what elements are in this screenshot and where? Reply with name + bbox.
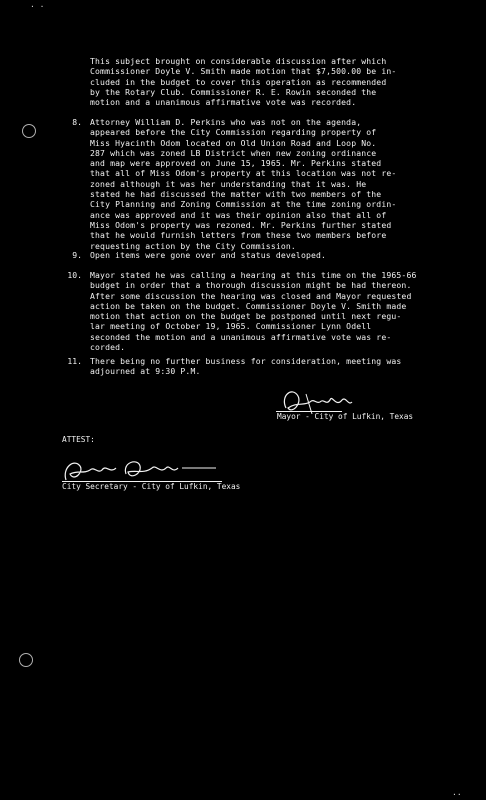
item-9-paragraph: Open items were gone over and status developed. <box>90 250 327 260</box>
scan-speck: · · <box>30 2 45 11</box>
item-number: 9. <box>72 250 82 260</box>
mayor-caption: Mayor - City of Lufkin, Texas <box>277 412 414 421</box>
attest-label: ATTEST: <box>62 435 95 444</box>
punch-hole-bottom <box>19 653 33 667</box>
item-number: 10. <box>67 270 82 280</box>
item-number: 8. <box>72 117 82 127</box>
item-8-paragraph: Attorney William D. Perkins who was not on the agenda, appeared before the City Commission regarding property of Miss Hyacinth Odom located on Old Union Road and Loop No. 287 which was zoned LB District when new zoning ordinance and map were approved on June 15, 1965. Mr. Perkins stated that all of Miss Odom's property at this location was not re- zoned although it was her understanding that it was. He stated he had discussed the matter with two members of the City Planning and Zoning Commission at the time zoning ordin- ance was approved and it was their opinion also that all of Miss Odom's property was rezoned. Mr. Perkins further stated that he would furnish letters from these two members before requesting action by the City Commission. <box>90 117 397 251</box>
punch-hole-top <box>22 124 36 138</box>
item-11-paragraph: There being no further business for consideration, meeting was adjourned at 9:30 P.M. <box>90 356 402 377</box>
item-10-paragraph: Mayor stated he was calling a hearing at this time on the 1965-66 budget in order that a thorough discussion might be had thereon. After some discussion the hearing was closed and Mayor requested action be taken on the budget. Commissioner Doyle V. Smith made motion that action on the budget be postponed until next regu- lar meeting of October 19, 1965. Commissioner Lynn Odell seconded the motion and a unanimous affirmative vote was re- corded. <box>90 270 417 353</box>
scan-speck: ·· <box>452 790 462 799</box>
city-secretary-caption: City Secretary - City of Lufkin, Texas <box>62 482 241 491</box>
item-number: 11. <box>67 356 82 366</box>
intro-paragraph: This subject brought on considerable discussion after which Commissioner Doyle V. Smith made motion that $7,500.00 be in- cluded in the budget to cover this operation as recommended by the Rotary Club. Commissioner R. E. Rowin seconded the motion and a unanimous affirmative vote was recorded. <box>90 56 397 108</box>
